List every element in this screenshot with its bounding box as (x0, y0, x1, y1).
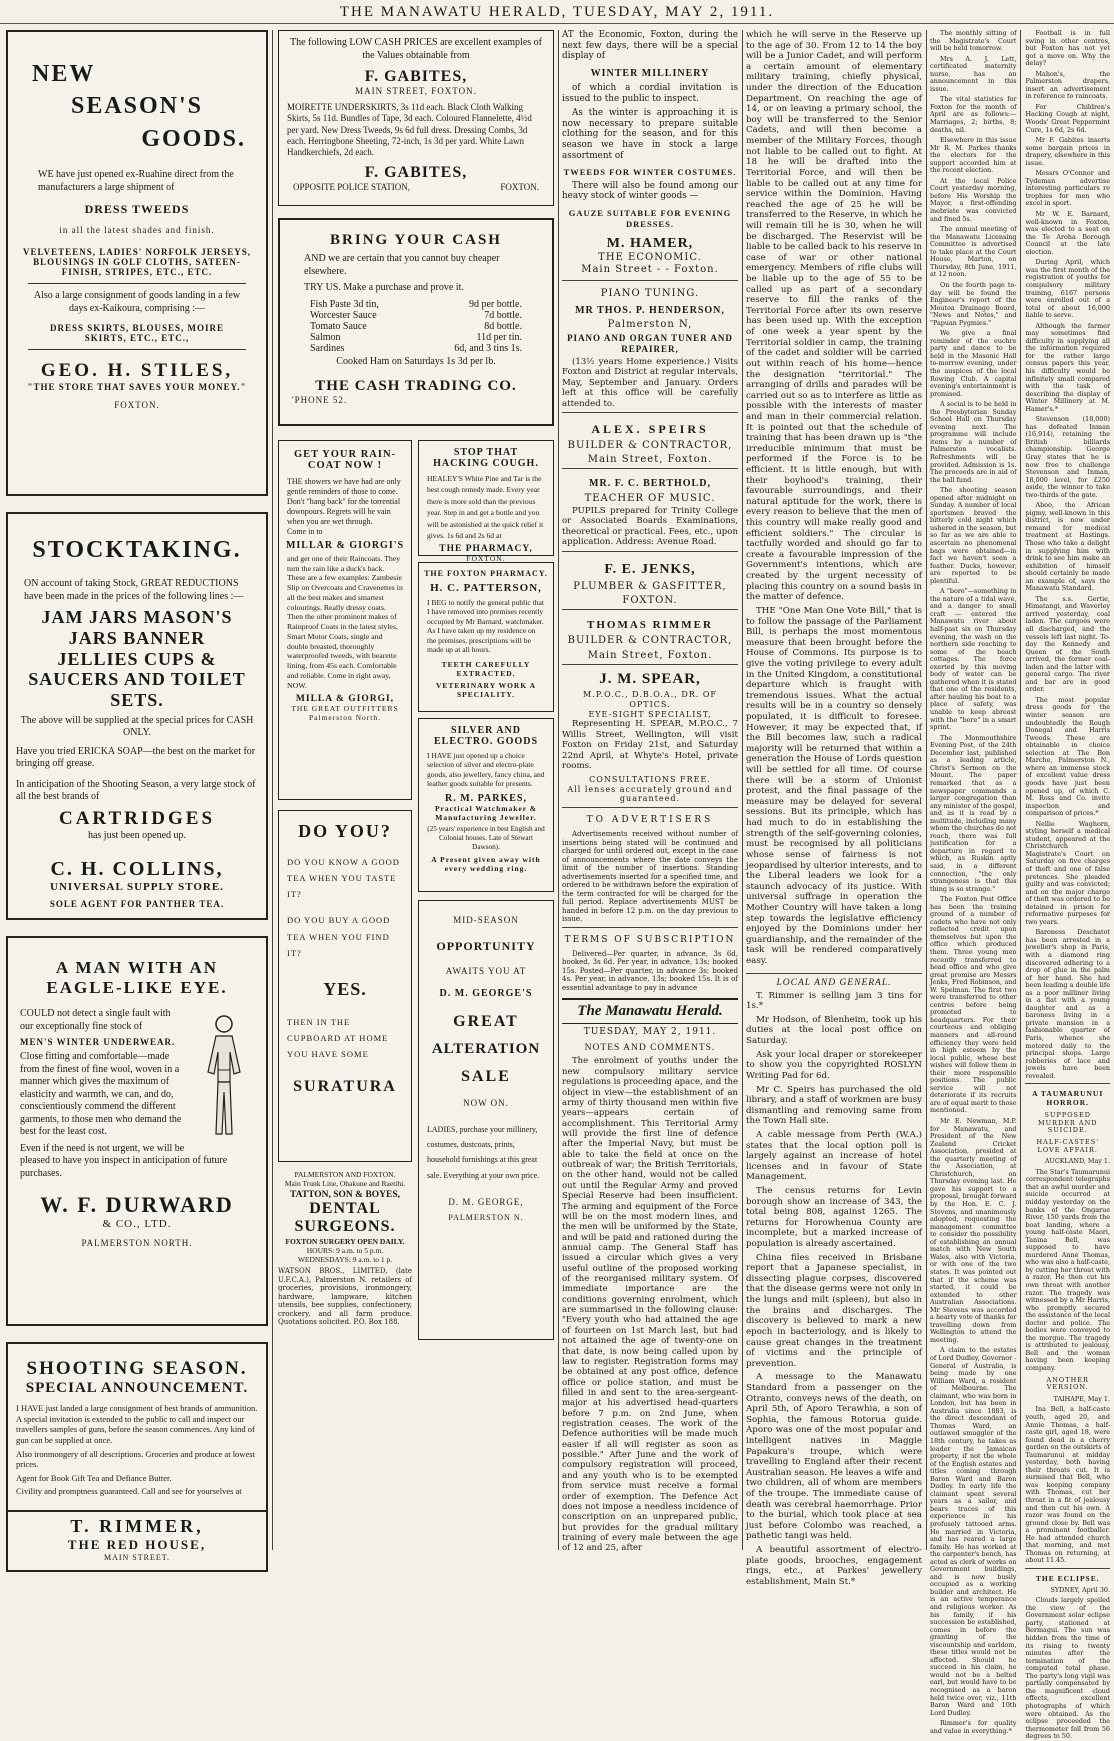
ad-piano: PIANO TUNING. MR THOS. P. HENDERSON, Palmerston N, PIANO AND ORGAN TUNER AND REPAIRER, (13½ years Home experience.) Visits Foxton and District at regular intervals, May, September and January. Orders left at this office will be carefully attended to. (562, 280, 738, 409)
news-item: China files received in Brisbane report that a Japanese specialist, in dissecting plague corpses, discovered that the disease germs were not only in the lungs and milt (spleen), but also in the brains and discharges. The discovery is believed to mark a new epoch in bacteriology, and is likely to cause great changes in the treatment of victims and the principle of prevention. (746, 1252, 922, 1369)
news-item: The annual meeting of the Manawatu Licensing Committee is advertised to take place at the Court House, Marton, on Thursday, 8th June, 1911, at 12 noon. (930, 225, 1017, 279)
ad-now: NOW ON. (463, 1098, 509, 1108)
ad-title: DENTAL SURGEONS. (294, 1200, 396, 1235)
news-item: Ina Bell, a half-caste youth, aged 20, and Annie Thomas, a half-caste girl, aged 18, were found dead in a cherry garden on the outskirts of Taumarunui at midday yesterday, both having their throats cut. It is surmised that Bell, who was keeping company with Thomas, cut her throat in a fit of jealousy and then cut his own. A razor was found on the ground close by. Bell was a prominent footballer. He had attended church that morning, and met Thomas on returning, at about 11.45. (1025, 1405, 1110, 1565)
news-item: The vital statistics for Foxton for the month of April are as follows:—Marriages, 2; births, 8; deaths, nil. (930, 95, 1017, 134)
ad-title: STOCKTAKING. (32, 537, 242, 563)
column-rule (272, 30, 273, 1550)
ad-body: I HAVE just landed a large consignment of best brands of ammunition. A special invitation is extended to the public to call and inspect our travellers samples of guns, before the season commences. Any kind of gun can be supplied at once. (16, 1403, 258, 1445)
ad-title: BRING YOUR CASH (330, 232, 502, 248)
article-paragraph: which he will serve in the Reserve up to the age of 30. From 12 to 14 the boy will be a Junior Cadet, and will perform a certain amount of elementary military training, chiefly physical, under the direction of the Education Department. On reaching the age of 14, or on leaving a primary school, the boy will be transferred to the Senior Cadets, and will then become a member of the Military Forces, though not liable to be called out to fight. At 18 he will be drafted into the Territorial Force, and will then be liable to be called out at any time for service within the Dominion. Having reached the age of 25 he will be transferred to the Reserve, in which he will remain till he is 30, when he will be discharged. The Reservist will be liable to be called back to his reserve in case of war or other national emergency. Members of rifle clubs will be liable up to the age of 55 to be called up as part of a secondary reserve to fill the ranks of the Territorial Force after its own reserve has been used up. With the exception of one week a year spent by the Territorial soldier in camp, the training of the cadet and soldier will be carried out within reach of his home—hence the designation "territorial." The arranging of drills and parades will be carried out so as to interfere as little as possible with the interests of master and man in their commercial relation. It is pointed out that the schedule of training that has been drawn up is "the irreducible minimum that must be performed if the Force is to be efficient. It is little enough, but with their boyhood's training, their favourable surroundings, and their natural aptitude for the work, there is every reason to believe that the men of this country will make really good and efficient soldiers." The circular is tactfully worded and should go far to create a favourable impression of the Government's intentions, which are created by the urgent necessity of placing this country on a sound basis in the matter of defence. (746, 30, 922, 603)
ad-title: NEW (32, 61, 96, 87)
ad-firm: D. M. GEORGE'S (439, 988, 533, 999)
news-item: Rimmer's for quality and value in everything.* (930, 1719, 1017, 1735)
news-item: Mr F. Gabites inserts some bargain prices in drapery, elsewhere in this issue. (1025, 136, 1110, 167)
news-item: T. Rimmer is selling jam 3 tins for 1s.* (746, 990, 922, 1012)
ad-gift: A Present given away with every wedding ring. (431, 854, 541, 873)
news-item: Mrs A. J. Lett, certificated maternity nurse, has an announcement in this issue. (930, 54, 1017, 93)
ad-try: TRY US. Make a purchase and prove it. (304, 282, 464, 293)
ad-title: GET YOUR RAIN-COAT NOW ! (293, 449, 397, 471)
news-item: A beautiful assortment of electro-plate goods, brooches, engagement rings, etc., at Parkes' jewellery establishment, Main St.* (746, 1545, 922, 1587)
price-row: Worcester Sauce 7d bottle. (310, 309, 522, 321)
ad-spear: J. M. SPEAR, M.P.O.C., D.B.O.A., DR. OF OPTICS. EYE-SIGHT SPECIALIST, Representing H. SPEAR, M.P.O.C., 7 Willis Street, Wellington, will visit Foxton on Friday 21st, and Saturday 22nd April, at Whyte's Hotel, private rooms. CONSULTATIONS FREE. All lenses accurately ground and guaranteed. (562, 664, 738, 804)
ad-name: H. C. PATTERSON, (430, 582, 542, 594)
news-item: The Foxton Post Office has been the training ground of a number of cadets who have not only reflected credit upon themselves but upon the office which produced them. Three young men recently transferred to head office and who give great promise are Messrs Jenks, Fred Robinson, and W. Spelman. The first two were transferred to other centres before being promoted to headquarters. For their courteous and obliging manners and all-round efficiency they were held in high esteem by the local public, whose best wishes will follow them in their more responsible positions. The public service will not deteriorate if its recruits are of equal merit to those mentioned. (930, 895, 1017, 1115)
ad-firm: TATTON, SON & BOYES, (289, 1190, 401, 1200)
ad-brand: SURATURA (293, 1078, 397, 1096)
ad-place: Palmerston North. (309, 713, 381, 723)
column-2 (278, 30, 554, 1340)
ad-sign: MILLA & GIORGI, (295, 694, 395, 705)
ad-street: MAIN STREET, FOXTON. (355, 86, 477, 96)
article-paragraph: The enrolment of youths under the new compulsory military service regulations is proceeding apace, and the object in view—the establishment of an army of thirty thousand men within five years—appears certain of accomplishment. This Territorial Army will provide the first line of defence after the Imperial Navy, but must be able to take the field at once on the outbreak of war; the British Territorials, on the other hand, would not be called out until the Regular Army and proved Special Reserve had been insufficient. The arming and equipment of the Force will be on the most modern lines, and the men will be uniformed by the State, and will be paid and rationed during the annual camp. The General Staff has issued a circular which gives a very useful outline of the proposed working of the reorganised military system. Of immediate importance are the conditions governing enrolment, which are summarised in the following clause: "Every youth who had attained the age of fourteen on 1st March last, but had not attained the age of twenty-one on that date, is now being called upon by law to register. Registration forms may be obtained at any post office, defence office or police station, and must be filled in and sent to the area-sergeant-major at his advertised head-quarters before 7 p.m. on 2nd June, when registration ceases. The work of the Defence authorities will be made much easier if all will register as soon as possible." After June and the work of compulsory registration will proceed, and any youth who is to be exempted from service must receive a formal order of exemption. The Defence Act does not impose a needless incidence of conscription on an unprepared public, but provides for the gradual military training of every male between the age of 12 and 25, after (562, 1056, 738, 1554)
ad-line2: OPPORTUNITY (436, 939, 536, 953)
ad-wed: WEDNESDAYS: 9 a.m. to 1 p. (297, 1255, 393, 1265)
ad-do-you-tea (278, 810, 412, 1162)
ad-item: DRESS TWEEDS (84, 202, 190, 217)
editorial-continued (746, 30, 922, 967)
ad-item: MEN'S WINTER UNDERWEAR. (20, 1037, 176, 1047)
headline-eclipse: THE ECLIPSE. (1035, 1573, 1100, 1583)
column-4 (746, 30, 922, 1591)
ad-berthold: MR. F. C. BERTHOLD, TEACHER OF MUSIC. PUPILS prepared for Trinity College or Associated Boards Examinations, theoretical or practical. Fees, etc., upon application. Address: Avenue Road. (562, 468, 738, 547)
ad-raincoat (278, 440, 412, 800)
ad-season: In anticipation of the Shooting Season, a very large stock of all the best brands of (16, 778, 256, 803)
ad-line3: AWAITS YOU AT (445, 966, 527, 976)
ad-title: THE FOXTON PHARMACY. (424, 569, 548, 578)
ad-phone: 'PHONE 52. (292, 395, 348, 405)
news-item: The Monmouthshire Evening Post, of the 24th December last, published as a leading article, Christ's Sermon on the Mount. The paper remarked that as a newspaper commands a larger congregation than any minister of the gospel, and as it is read by a multitude, including many whom the churches do not reach, there was full justification for a departure in regard to which, as Ruskin aptly said, in a different connection, "the only strangeness is that this thing is so strange." (930, 733, 1017, 893)
ad-great: GREAT (453, 1013, 519, 1030)
news-item: A claim to the estates of Lord Dudley, Governor - General of Australia, is being made by one William Ward, a resident of Melbourne. The claimant, who was born in London, but has been in Australia since 1883, is the direct descendant of Thomas Ward, an outlawed smuggler of the 18th century, he takes as leader the Jamaican property, if not the whole of the English estates and titles coming through Baron Ward and Baron Dudley. In early life the claimant spent several years as a sailor, and bears traces of this experience in his profusely tattooed arms. He married in Victoria, and has reared a large family. He has worked at the carpenter's bench, has acted as clerk of works on Government buildings, and is now busily occupied as a working builder and architect. He is an active temperance and religious worker. As his family, if his succession be established, comes in before the granting of the viscountship and earldom, these titles would not be affected. Should he succeed in his claim, he would not be a belted earl, but would have to be recognised as a baron held twice over, viz., 11th Baron Ward and 10th Lord Dudley. (930, 1346, 1017, 1717)
column-1 (6, 30, 268, 1572)
news-item: The s.s. Gertie, Himatangi, and Waverley arrived yesterday, coal laden. The cargoes were all discharged, and the vessels left last night. To-day the Kennedy and Queen of the South arrived, the former coal-laden and the latter with general cargo. The river and bar are in good order. (1025, 594, 1110, 694)
subheadline: ANOTHER VERSION. (1046, 1375, 1089, 1392)
ad-place: PALMERSTON NORTH. (81, 1238, 193, 1248)
ad-desc: Close fitting and comfortable—made from the finest of fine wool, woven in a manner which gives the maximum of elasticity and warmth, we can, and do, conscientiously commend the different garments, to those men who demand the best for the least cost. (20, 1051, 182, 1137)
news-item: A social is to be held in the Presbyterian Sunday School Hall on Thursday evening next. The programme will include items by a number of Palmerston vocalists. Refreshments will be provided. Admission is 1s. The proceeds are in aid of the ball fund. (930, 400, 1017, 484)
ad-firm: T. RIMMER, (70, 1516, 204, 1536)
ad-note: The above will be supplied at the special prices for CASH ONLY. (20, 714, 254, 739)
news-item: The shooting season opened after midnight on Sunday. A number of local sportsmen braved the bitterly cold night which ushered in the season, but so far as we are able to ascertain no phenomenal bags were obtained—in fact we haven't seen a feather. Ducks, however, are reported to be plentiful. (930, 486, 1017, 585)
ad-alt: ALTERATION (431, 1041, 541, 1057)
column-rule (558, 30, 559, 1550)
ad-title: DO YOU? (298, 821, 392, 841)
ad-rimmer-builder: THOMAS RIMMER BUILDER & CONTRACTOR, Main Street, Foxton. (562, 609, 738, 662)
news-item: The Star's Taumarunui correspondent telegraphs that an awful murder and suicide occurred at midday yesterday on the banks of the Ongarue River, 150 yards from the boat landing, where a young half-caste Maori, Tanina Bell, was supposed to have murdered Anne Thomas, who was also a half-caste, by cutting her throat with a razor. He then cut his own throat with another razor. The tragedy was witnessed by a Mr Harris, who promptly secured the assistance of the local doctor and police. The bodies were conveyed to the morgue. The tragedy is attributed to jealousy, Bell and the woman having been keeping company. (1025, 1167, 1110, 1373)
ad-title: A MAN WITH AN (55, 958, 219, 977)
subheadline: HALF-CASTES' LOVE AFFAIR. (1036, 1137, 1099, 1154)
section-local-and-general: LOCAL AND GENERAL. (746, 973, 922, 988)
column-rule (742, 30, 743, 1550)
ad-yes: YES. (323, 978, 367, 999)
ad-firm2: & CO., LTD. (102, 1218, 172, 1230)
to-advertisers: TO ADVERTISERS Advertisements received without number of insertions being stated will be continued and charged for until ordered out, except in the case of announcements where the date conveys the limit of the number of insertions. Standing advertisements inserted for a specified time, and ordered to be withdrawn before the expiration of the term contracted for will be charged for the full period. Replace advertisements MUST be handed in before 12 p.m. on the day previous to issue. (562, 807, 738, 924)
ad-title: SEASON'S (70, 93, 204, 120)
ad-list: VELVETEENS, LADIES' NORFOLK JERSEYS, BLOUSINGS IN GOLF CLOTHS, SATEEN-FINISH, STRIPES, ETC., ETC. (23, 247, 251, 278)
ad-street: MAIN STREET. (103, 1553, 171, 1562)
news-item: Nellie Waghorn, styling herself a medical student, appeared at the Christchurch Magistrate's Court on Saturday on five charges of theft and one of false pretences. She pleaded guilty and was convicted; and on the major charge of theft was ordered to be detained in prison for reformative purposes for two years. (1025, 819, 1110, 926)
price-list (280, 299, 552, 354)
general-news (1025, 29, 1110, 1741)
ad-q2: DO YOU BUY A GOOD TEA WHEN YOU FIND IT? (287, 915, 391, 958)
ad-firm: MILLAR & GIORGI'S (285, 540, 405, 551)
news-item: On the fourth page to-day will be found the Engineer's report of the Moutoa Drainage Board, "News and Notes," and "Papuan Pygmies." (930, 280, 1017, 327)
ad-firm: THE PHARMACY, (439, 544, 533, 555)
ad-title: GOODS. (141, 125, 246, 152)
news-item: At the local Police Court yesterday morning, before His Worship the Mayor, a first-offending inebriate was convicted and fined 5s. (930, 176, 1017, 223)
ad-slogan: "THE STORE THAT SAVES YOUR MONEY." (27, 382, 247, 393)
news-item: Elsewhere in this issue Mr R. M. Parkes thanks the electors for the support accorded him at the recent election. (930, 136, 1017, 175)
ad-body: ON account of taking Stock, GREAT REDUCTIONS have been made in the prices of the following lines :— (24, 578, 244, 602)
price-row: Tomato Sauce 8d bottle. (310, 320, 522, 332)
dateline: TAIHAPE, May 1. (1053, 1394, 1110, 1403)
article-paragraph: THE "One Man One Vote Bill," that is to follow the passage of the Parliament Bill, is perhaps the most momentous measure that been brought before the House of Commons. Its purpose is to give the voting privilege to every adult in the United Kingdom, a constitutional departure which is fraught with tremendous issues. What the actual results will be in a country so densely populated, it is difficult to foresee. However, it may be expected that, if the Bill becomes law, such a radical majority will be returned that within a generation the House of Lords question will be settled for all time. Of course there will be a storm of Unionist protest, and the final passage of the measure may be delayed for several sessions. But its principle, which has had much to do in establishing the strength of the self-governing colonies, must be recognised by all politicians whose sense of fairness is not jeopardised by ulterior interests, and to the Liberal leaders we look for a staunch advocacy of its justice. With universal suffrage in operation the Mother Country will have taken a long step towards the legislative efficiency enjoyed by the Dominions under her guardianship, and the remainder of the task will be rendered comparatively easy. (746, 605, 922, 967)
ad-cartridges: CARTRIDGES (58, 807, 216, 829)
news-item: Stevenson (18,000) has defeated Inman (16,914), retaining the British billiards championship. George Gray states that he is now free to challenge Stevenson and Inman, 18,000 level, for £250 aside, the winner to take two-thirds of the gate. (1025, 415, 1110, 499)
ad-ham: Cooked Ham on Saturdays 1s 3d per lb. (336, 355, 496, 367)
ad-title: STOP THAT HACKING COUGH. (433, 447, 539, 469)
ad-body2: and get one of their Raincoats. They turn the rain like a duck's back. These are a few examples: Zambesie Slip on Overcoats and Cravenettes in all the best makes and smartest colourings. Really dressy coats. Then the other prominent makes of Rainproof Coats in the latest styles, Smart Motor Coats, single and double breasted, thoroughly waterproofed tweeds, with bearette lining, from 45s each. Comfortable and reliable. Come in right away, NOW. (287, 554, 403, 690)
news-item: Mr W. E. Barnard, well-known in Foxton, was elected to a seat on the Te Aroha Borough Council at the late election. (1025, 210, 1110, 256)
masthead: THE MANAWATU HERALD, TUESDAY, MAY 2, 1911. (0, 0, 1114, 24)
ad-body: COULD not detect a single fault with our exceptionally fine stock of (20, 1008, 171, 1032)
paper-title: The Manawatu Herald. (562, 998, 738, 1024)
ad-gabites (278, 30, 554, 206)
news-item: The census returns for Levin borough show an increase of 343, the total being 808, against 1265. The returns for Horowhenua County are incomplete, but a marked increase of population is already ascertained. (746, 1185, 922, 1250)
news-item: Mr Hodson, of Blenheim, took up his duties at the local post office on Saturday. (746, 1014, 922, 1047)
ad-note: Even if the need is not urgent, we will be pleased to have you inspect in anticipation of future purchases. (20, 1142, 228, 1179)
ad-q1: DO YOU KNOW A GOOD TEA WHEN YOU TASTE IT? (287, 857, 400, 900)
ad-rimmer-sign (6, 1512, 268, 1572)
local-notes (930, 29, 1017, 1735)
news-item: Clouds largely spoiled the view of the Government solar eclipse party, stationed at Bermagui. The sun was hidden from the time of its rising to twenty minutes after the termination of the computed total phase. The party's long vigil was partially compensated by the magnificent cloud effects, excellent photographs of which were obtained. As the eclipse proceeded the thermometer fell from 56 degrees to 50. (1025, 1596, 1110, 1741)
editorial (562, 1056, 738, 1553)
ad-agent: Agent for Book Gift Tea and Defiance Butter. (16, 1472, 172, 1483)
ad-sign2: THE GREAT OUTFITTERS (291, 704, 399, 714)
terms-of-subscription: TERMS OF SUBSCRIPTION Delivered—Per quarter, in advance, 3s 6d, booked, 3s 6d. Per year, in advance, 13s; booked 15s. Posted—Per quarter, in advance 3s; booked 4s. Per year, in advance, 13s; booked 15s. It is of essential advantage to pay in advance (562, 927, 738, 993)
ad-come: Come in to (287, 527, 323, 536)
ad-shooting-season (6, 1342, 268, 1512)
local-and-general (746, 991, 922, 1588)
ad-patterson (418, 562, 554, 712)
ad-title: SILVER AND ELECTRO. GOODS (433, 725, 539, 747)
news-item: Mr E. Newman, M.P. for Manawatu, and President of the New Zealand Cricket Association, presided at the quarterly meeting of the Association, at Christchurch, on Thursday evening last. He gave his support to a proposal, brought forward by the Hon. E. C. J. Stevens, and unanimously adopted, requesting the management committee to consider the possibility of establishing an annual match with New South Wales, also with Victoria, or with one of the two states. It was pointed out that if the scheme was started, it could be extended to other Australian Associations. Mr Stevens was accorded a hearty vote of thanks for travelling down from Wellington to attend the meeting. (930, 1117, 1017, 1344)
news-item: Mr C. Speirs has purchased the old library, and a staff of workmen are busy dismantling and removing same from the Town Hall site. (746, 1084, 922, 1127)
ad-body: AND we are certain that you cannot buy cheaper elsewhere. (304, 253, 500, 277)
ad-ladies: LADIES, purchase your millinery, costumes, dustcoats, prints, household furnishings at this great sale. Everything at your own price. (427, 1125, 540, 1180)
ad-title: SHOOTING SEASON. (26, 1358, 248, 1379)
ad-line: Main Trunk Line, Ohakune and Raetihi. (284, 1179, 406, 1188)
ad-watson: WATSON BROS., LIMITED, (late U.F.C.A.), Palmerston N. retailers of groceries, provisions, ironmongery, hardware, lampware, kitchen utensils, bee supplies, confectionery, crockery, and all farm produce. Quotations solicited. P.O. Box 188. (278, 1267, 412, 1327)
dateline: SYDNEY, April 30. (1050, 1585, 1110, 1594)
ad-firm2: F. GABITES, (364, 164, 468, 182)
ad-civility: Civility and promptness guaranteed. Call and see for yourselves at (16, 1486, 242, 1497)
news-item: Although the farmer may sometimes find difficulty in supplying all the information required for the rather large census papers this year, his difficulty would be infinitely small compared with the task of describing the display of Winter Millinery at M. Hamer's.* (1025, 321, 1110, 413)
ad-vet: VETERINARY WORK A SPECIALITY. (435, 680, 537, 699)
price-row: Sardines 6d, and 3 tins 1s. (310, 342, 522, 354)
ad-name: R. M. PARKES, (445, 792, 527, 804)
ad-george-sale (418, 900, 554, 1340)
news-item: For Children's Hacking Cough at night, Woods' Great Peppermint Cure, 1s 6d, 2s 6d. (1025, 102, 1110, 134)
ad-opposite: OPPOSITE POLICE STATION, (293, 182, 411, 193)
ad-stocktaking (6, 512, 268, 920)
ad-sale: SALE (461, 1068, 511, 1085)
ad-body: WE have just opened ex-Ruahine direct from the manufacturers a large shipment of (38, 169, 234, 193)
column-rule (1020, 30, 1021, 1550)
ad-jenks: F. E. JENKS, PLUMBER & GASFITTER, FOXTON. (562, 551, 738, 607)
news-item: A cable message from Perth (W.A.) states that the local option poll is largely against an increase of hotel licenses and in favour of State Management. (746, 1129, 922, 1183)
news-item: The most popular dress goods for the winter season are undoubtedly the Rough Donegal and Harris Tweeds. These are obtainable in choice selection at The Bon Marche, Palmerston N., where an immense stock of excellent value dress goods have just been opened up, of which C. M. Ross and Co. invite inspection and comparison of prices.* (1025, 695, 1110, 818)
price-row: Fish Paste 3d tin, 9d per bottle. (310, 298, 522, 310)
ad-also-list: DRESS SKIRTS, BLOUSES, MOIRE SKIRTS, ETC., ETC., (50, 323, 224, 344)
ad-body: MOIRETTE UNDERSKIRTS, 3s 11d each. Black Cloth Walking Skirts, 5s 11d. Bundles of Tape, 3d each. Coloured Flannelette, 4½d per yard. New Dress Tweeds, 9s 6d full dress. Dressing Combs, 3d each. Herringbone Sheeting, 72-inch, 1s 3d per yard. White Lawn Handkerchiefs, 2d each. (287, 102, 532, 157)
ad-firm: THE CASH TRADING CO. (315, 378, 517, 394)
ad-open: FOXTON SURGERY OPEN DAILY. (285, 1237, 405, 1247)
ad-cash-trading (278, 218, 554, 426)
dateline: AUCKLAND, May 1. (1044, 1157, 1110, 1166)
ad-also: Also a large consignment of goods landing in a few days ex-Kaikoura, comprising :— (33, 290, 241, 314)
ad-firm: F. GABITES, (364, 68, 468, 85)
ad-exp: (25 years' experience in best English and Colonial houses. Late of Stewart Dawson). (427, 824, 545, 851)
ad-body: THE showers we have had are only gentle reminders of those to come. Don't "hang back" for the torrential downpours. Regrets will be vain when you are wet through. (287, 477, 401, 526)
ad-firm: GEO. H. STILES, (40, 360, 234, 382)
ad-subtitle: SPECIAL ANNOUNCEMENT. (25, 1380, 249, 1396)
ad-line1: MID-SEASON (453, 915, 519, 925)
news-item: During April, which was the first month of the registration of youths for compulsory military training, 6167 persons were enrolled out of a total of about 16,000 liable to serve. (1025, 258, 1110, 320)
ad-dental (278, 1170, 412, 1327)
ad-store: UNIVERSAL SUPPLY STORE. (50, 881, 224, 894)
ad-body: I BEG to notify the general public that I have removed into premises recently occupied by Mr Barnard, watchmaker. As I have taken up my residence on the premises, prescriptions will be made up at all hours. (427, 598, 545, 655)
ad-teeth: TEETH CAREFULLY EXTRACTED. (441, 659, 531, 678)
ad-hamer: AT the Economic, Foxton, during the next few days, there will be a special display of WINTER MILLINERY of which a cordial invitation is issued to the public to inspect. As the winter is approaching it is now necessary to prepare suitable clothing for the season, and for this season we have in stock a large assortment of TWEEDS FOR WINTER COSTUMES. There will also be found among our heavy stock of winter goods — GAUZE SUITABLE FOR EVENING DRESSES. M. HAMER, THE ECONOMIC. Main Street - - Foxton. (562, 30, 738, 276)
ad-town: FOXTON. (500, 182, 539, 193)
news-item: A message to the Manawatu Standard from a passenger on the Otranto, conveys news of the death, on April 5th, of Aporo Terawhia, a son of Sophia, the famous Rotorua guide. Aporo was one of the most popular and intelligent natives in Maggie Papakura's troupe, which were travelling to England after their recent Australian season. He leaves a wife and two children, all of whom are members of the troupe. The immediate cause of death was cerebral haemorrhage. Prior to the burial, which took place at sea just before Colombo was reached, a pathetic tangi was held. (746, 1372, 922, 1542)
news-item: Baroness Deschatot has been arrested in a jeweller's shop in Paris, with a diamond ring discovered adhering to a drop of glue in the palm of her hand. She had been leading a double life as a poor milliner living in a flat with a young daughter and as a baroness living in a private mansion in a fashionable quarter of Paris, whence she motored daily to the principal shops. Large robberies of lace and jewels have been revealed. (1025, 928, 1110, 1080)
column-3 (562, 30, 738, 1557)
ad-agent: SOLE AGENT FOR PANTHER TEA. (49, 899, 225, 910)
ad-firm: W. F. DURWARD (40, 1192, 234, 1217)
headline-horror: A TAUMARUNUI HORROR. (1032, 1089, 1104, 1108)
ad-eagle-eye (6, 936, 268, 1326)
news-item: Football is in full swing in other centres, but Foxton has not yet got a move on. Why the delay? (1025, 29, 1110, 68)
ad-speirs: ALEX. SPEIRS BUILDER & CONTRACTOR, Main Street, Foxton. (562, 412, 738, 466)
right-columns (930, 29, 1110, 1741)
ad-soap: Have you tried ERICKA SOAP—the best on the market for bringing off grease. (16, 745, 256, 770)
news-item: The monthly sitting of the Magistrate's Court will be held tomorrow. (930, 29, 1017, 53)
man-in-underwear-illustration (194, 1012, 254, 1142)
ad-place: PALMERSTON N. (448, 1212, 524, 1222)
section-notes-and-comments: NOTES AND COMMENTS. (584, 1043, 716, 1054)
ad-cough (418, 440, 554, 564)
ad-title: EAGLE-LIKE EYE. (46, 978, 228, 997)
ad-body: HEALEY'S White Pine and Tar is the best cough remedy made. Every year there is more sold than the previous year. Step in and get a bottle and you will be astonished at the quick relief it gives. 1s 6d and 2s 6d at (427, 474, 544, 540)
news-item: A "bore"—something in the nature of a tidal wave, and a danger to small craft — entered the Manawatu river about half-past six on Thursday evening, the wash on the northern side reaching to some of the beach cottages. The force exerted by this moving body of water can be gathered when it is stated that one of the residents, after hauling his boat to a place of safety, was unable to keep abreast with the "bore" in a smart sprint. (930, 587, 1017, 732)
ad-firm: C. H. COLLINS, (50, 858, 224, 881)
ad-place: FOXTON. (114, 400, 160, 411)
news-item: Mahon's, the Palmerston drapers, insert an advertisement in reference to raincoats. (1025, 69, 1110, 101)
ad-iron: Also ironmongery of all descriptions. Groceries and produce at lowest prices. (16, 1448, 255, 1470)
ad-hours: HOURS: 9 a.m. to 5 p.m. (306, 1246, 384, 1256)
ad-then: THEN IN THE CUPBOARD AT HOME YOU HAVE SOME (287, 1016, 389, 1060)
ad-town: FOXTON. (466, 554, 506, 564)
news-item: Messrs O'Connor and Tydeman advertise interesting particulars re trophies for men who excel in sport. (1025, 169, 1110, 208)
ad-body: I HAVE just opened up a choice selection of silver and electro-plate goods, also jewellery, fancy china, and leather goods suitable for presents. (427, 751, 545, 789)
ad-opened: has just been opened up. (87, 829, 187, 841)
issue-date: TUESDAY, MAY 2, 1911. (583, 1027, 717, 1038)
ad-lines: JAM JARS MASON'S JARS BANNER JELLIES CUPS & SAUCERS AND TOILET SETS. (28, 607, 246, 711)
price-row: Salmon 11d per tin. (310, 331, 522, 343)
ad-role: Practical Watchmaker & Manufacturing Jeweller. (434, 803, 538, 822)
ad-silver (418, 718, 554, 892)
subheadline: SUPPOSED MURDER AND SUICIDE. (1037, 1110, 1098, 1135)
ad-where: PALMERSTON AND FOXTON. (294, 1170, 396, 1179)
ad-note: in all the latest shades and finish. (59, 225, 215, 236)
news-item: Ask your local draper or storekeeper to show you the copyrighted ROSLYN Writing Pad for 6d. (746, 1049, 922, 1081)
news-item: We give a final reminder of the euchre party and dance to be held in the Masonic Hall to-morrow evening, under the auspices of the local Rowing Club. A capital evening's entertainment is promised. (930, 329, 1017, 398)
ad-intro: The following LOW CASH PRICES are excellent examples of the Values obtainable from (290, 37, 542, 61)
ad-sign: D. M. GEORGE, (448, 1196, 524, 1207)
column-rule (926, 30, 927, 1550)
ad-new-season-goods (6, 30, 268, 496)
news-item: Aboo, the African pigmy, well-known in this district, is now under remand for medical treatment at Hastings. Those who take a delight in supplying him with drink to see him make an exhibition of himself should certainly be made an example of, says the Manawatu Standard. (1025, 501, 1110, 593)
ad-house: THE RED HOUSE, (67, 1537, 207, 1552)
